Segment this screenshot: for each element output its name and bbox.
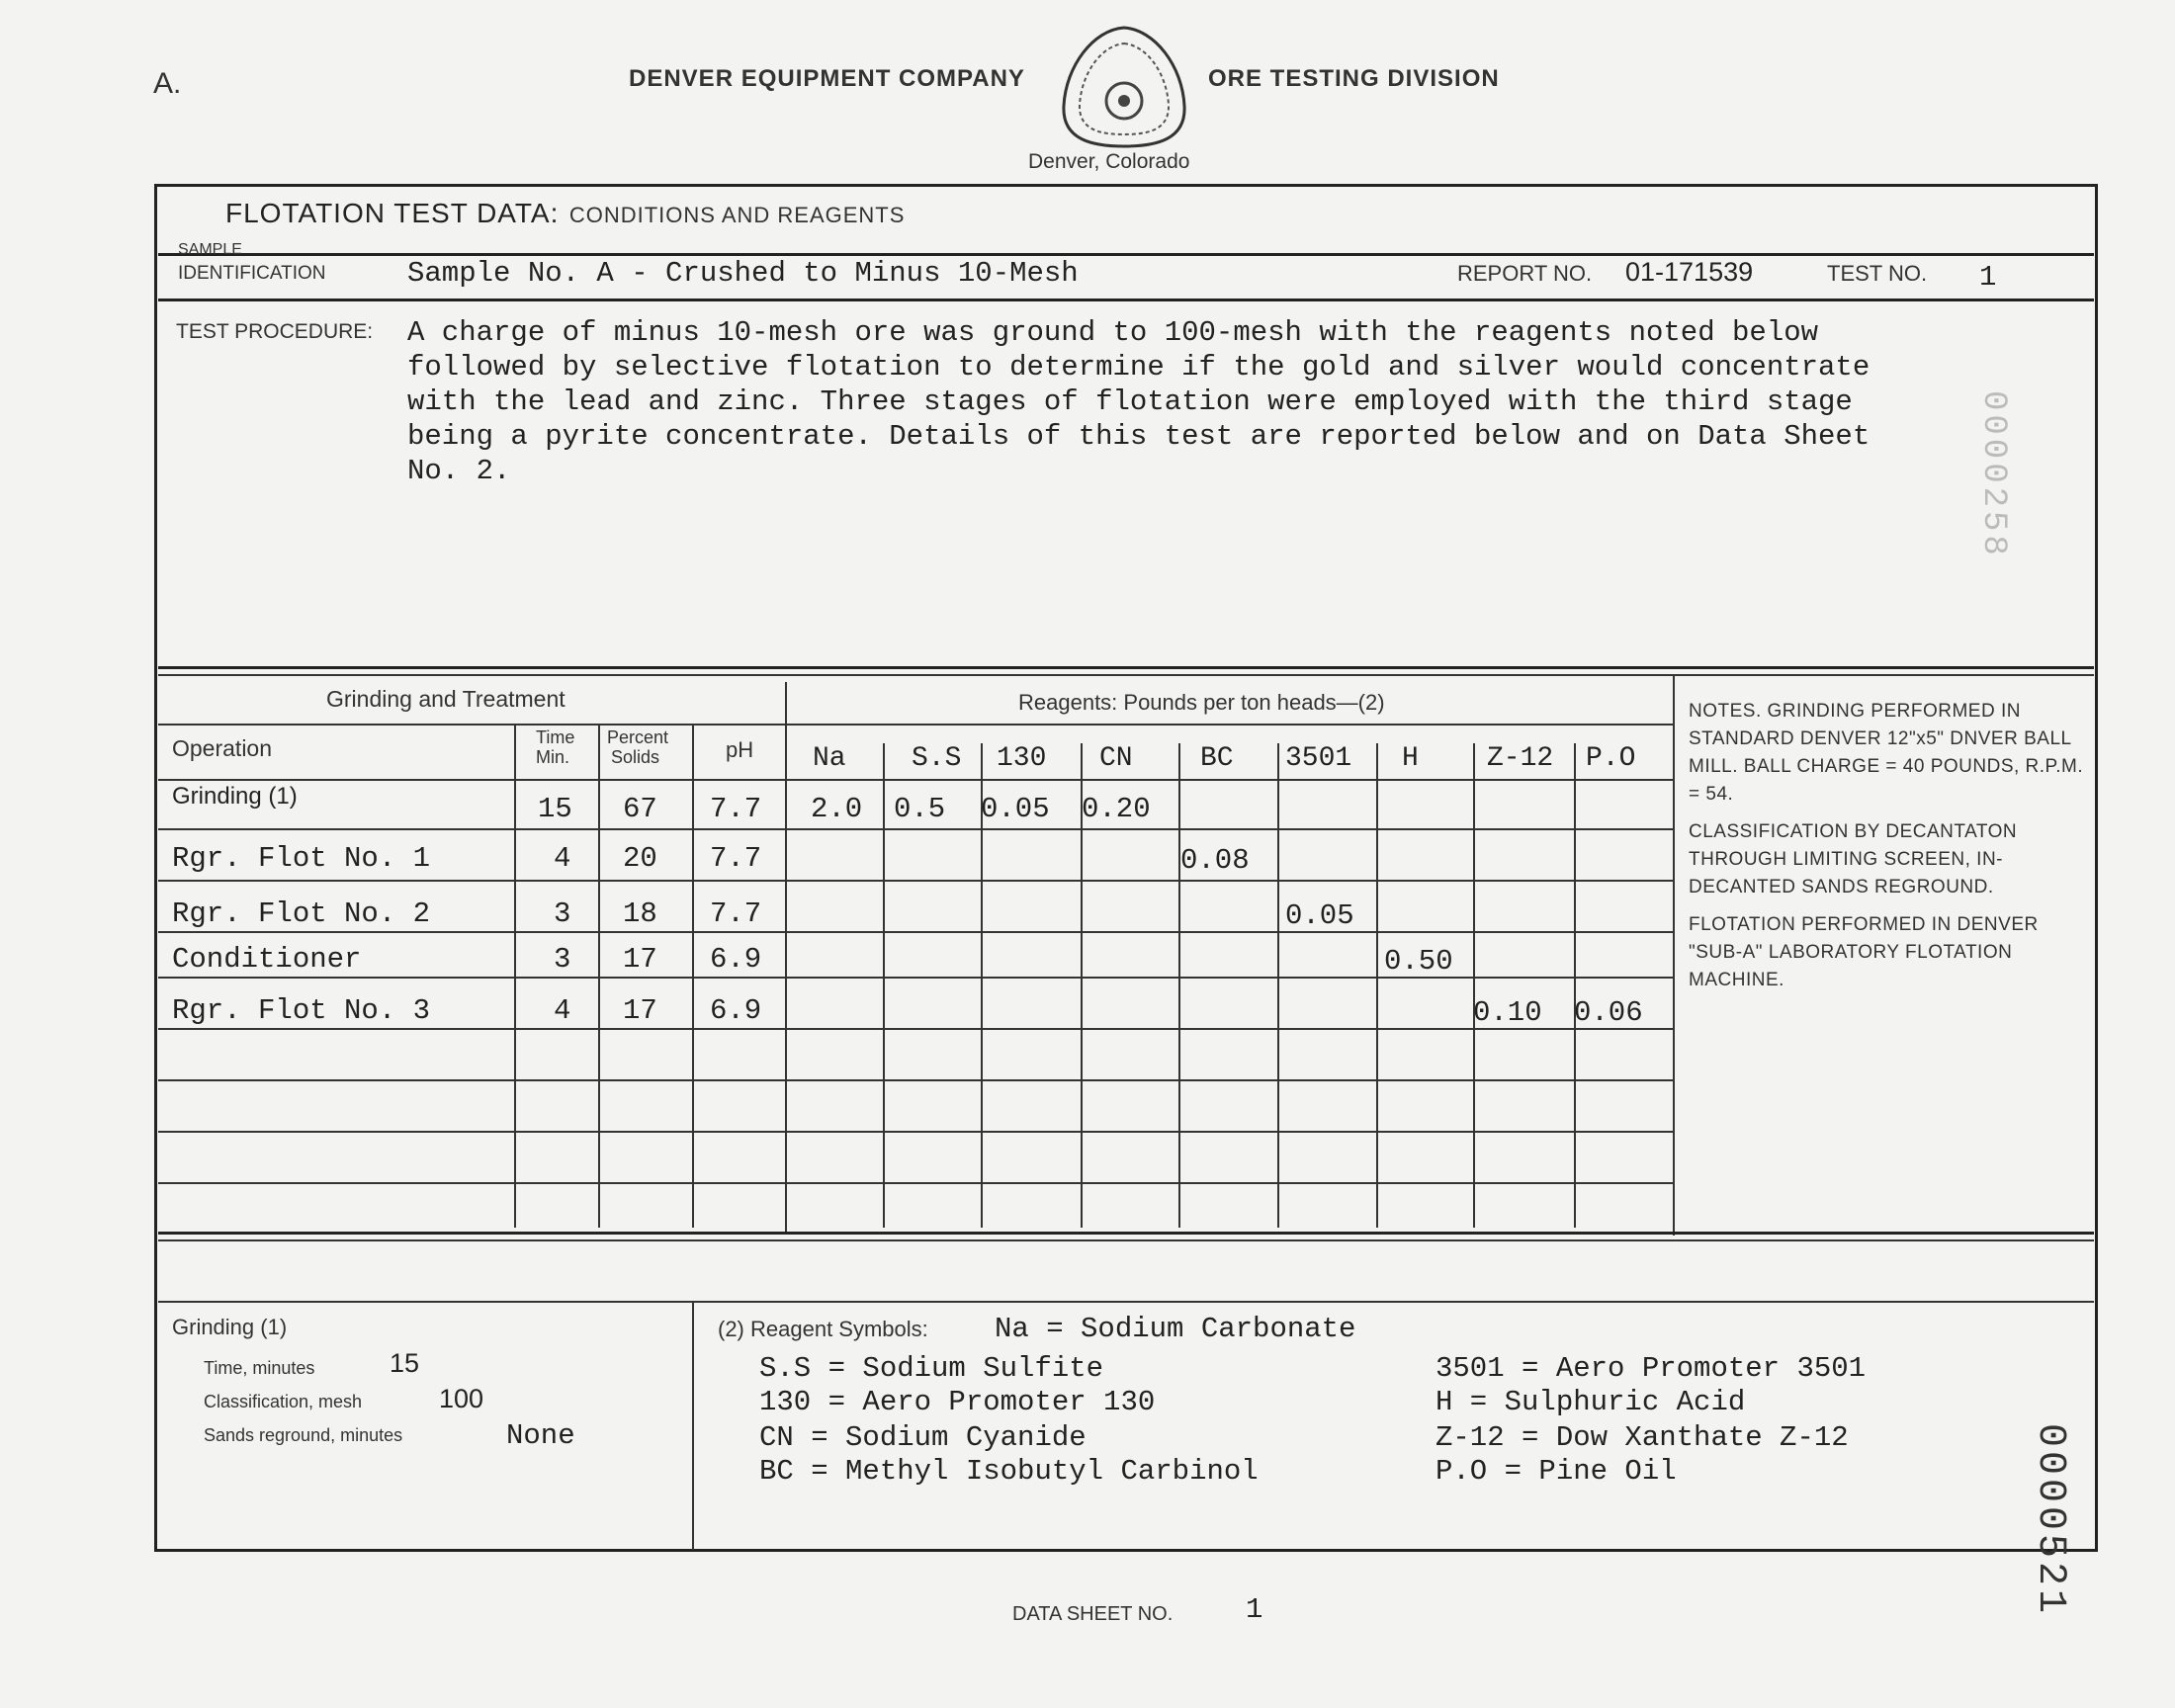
report-value: 01-171539 xyxy=(1625,257,1754,287)
note-flotation: FLOTATION PERFORMED IN DENVER "SUB-A" LABORATORY FLOTATION MACHINE. xyxy=(1689,914,2039,990)
col-solids-top: Percent xyxy=(607,727,669,747)
symbol-na: Na = Sodium Carbonate xyxy=(995,1313,1356,1345)
grid-col-line xyxy=(1178,743,1180,1228)
symbol-left: CN = Sodium Cyanide xyxy=(759,1421,1087,1454)
symbol-right: Z-12 = Dow Xanthate Z-12 xyxy=(1436,1421,1849,1454)
division-name: ORE TESTING DIVISION xyxy=(1208,65,1500,92)
row-reagent-130: 0.05 xyxy=(981,793,1050,825)
row-reagent-po: 0.06 xyxy=(1574,996,1643,1029)
procedure-label: TEST PROCEDURE: xyxy=(176,320,374,343)
symbols-title: (2) Reagent Symbols: xyxy=(718,1317,928,1341)
symbol-left: BC = Methyl Isobutyl Carbinol xyxy=(759,1455,1259,1488)
col-reagent-na: Na xyxy=(813,743,846,774)
grinding-summary-title: Grinding (1) xyxy=(172,1315,288,1339)
test-value: 1 xyxy=(1979,261,1997,294)
grid-col-line xyxy=(1473,743,1475,1228)
row-ph: 7.7 xyxy=(710,793,762,825)
row-ph: 7.7 xyxy=(710,897,762,930)
symbol-right: H = Sulphuric Acid xyxy=(1436,1386,1746,1418)
grid-row-line xyxy=(158,931,1673,933)
col-reagent-130: 130 xyxy=(997,743,1047,774)
title-divider xyxy=(158,253,2094,256)
row-ph: 6.9 xyxy=(710,994,762,1027)
grid-row-line xyxy=(158,828,1673,830)
row-reagent-bc: 0.08 xyxy=(1180,844,1250,877)
group-divider xyxy=(785,682,787,1232)
form-title-main: FLOTATION TEST DATA: xyxy=(225,198,560,228)
col-solids-bottom: Solids xyxy=(611,747,660,767)
grid-col-line xyxy=(1574,743,1576,1228)
symbol-left: S.S = Sodium Sulfite xyxy=(759,1352,1104,1385)
group-reagents-header: Reagents: Pounds per ton heads—(2) xyxy=(1018,690,1385,715)
notes-block xyxy=(1689,698,2084,994)
sample-label-top: SAMPLE xyxy=(178,241,242,258)
row-solids: 17 xyxy=(623,994,657,1027)
side-number-top: 0000258 xyxy=(1974,390,2012,559)
row-time: 15 xyxy=(538,793,572,825)
procedure-line: being a pyrite concentrate. Details of this test are reported below and on Data Sheet xyxy=(407,420,1870,453)
procedure-line: A charge of minus 10-mesh ore was ground to 100-mesh with the reagents noted below xyxy=(407,316,1819,349)
col-reagent-po: P.O xyxy=(1586,743,1636,774)
report-label: REPORT NO. xyxy=(1457,261,1593,286)
col-reagent-cn: CN xyxy=(1099,743,1133,774)
form-title xyxy=(225,198,905,229)
row-operation: Rgr. Flot No. 3 xyxy=(172,994,431,1027)
grid-col-line xyxy=(1376,743,1378,1228)
row-solids: 17 xyxy=(623,943,657,976)
row-ph: 6.9 xyxy=(710,943,762,976)
grid-row-line xyxy=(158,1079,1673,1081)
row-solids: 18 xyxy=(623,897,657,930)
grid-col-line xyxy=(1277,743,1279,1228)
row-solids: 20 xyxy=(623,842,657,875)
col-reagent-3501: 3501 xyxy=(1285,743,1352,774)
company-name: DENVER EQUIPMENT COMPANY xyxy=(629,65,1025,92)
data-sheet-value: 1 xyxy=(1246,1593,1263,1626)
sample-divider xyxy=(158,299,2094,301)
row-operation: Rgr. Flot No. 2 xyxy=(172,897,431,930)
lower-section-divider xyxy=(158,1301,2094,1303)
row-reagent-na: 2.0 xyxy=(811,793,863,825)
row-reagent-h: 0.50 xyxy=(1384,945,1453,978)
corner-mark: A. xyxy=(153,67,182,100)
row-operation: Grinding (1) xyxy=(172,783,298,810)
col-reagent-ss: S.S xyxy=(912,743,962,774)
group-grinding-header: Grinding and Treatment xyxy=(326,686,566,712)
lower-section-column xyxy=(692,1303,694,1550)
grid-row-line xyxy=(158,1182,1673,1184)
table-bottom-border-inner xyxy=(158,1239,2094,1241)
col-time-top: Time xyxy=(536,727,575,747)
procedure-line: with the lead and zinc. Three stages of flotation were employed with the third stage xyxy=(407,385,1853,418)
company-logo xyxy=(1056,22,1192,150)
row-reagent-z12: 0.10 xyxy=(1473,996,1542,1029)
form-title-sub: CONDITIONS AND REAGENTS xyxy=(568,203,906,227)
row-time: 4 xyxy=(554,842,571,875)
grid-col-line xyxy=(883,743,885,1228)
symbol-left: 130 = Aero Promoter 130 xyxy=(759,1386,1156,1418)
row-operation: Rgr. Flot No. 1 xyxy=(172,842,431,875)
grid-row-line xyxy=(158,1131,1673,1133)
grinding-time-value: 15 xyxy=(390,1348,420,1378)
header-bottom-line xyxy=(158,779,1673,781)
row-reagent-cn: 0.20 xyxy=(1082,793,1151,825)
grinding-class-label: Classification, mesh xyxy=(204,1392,363,1411)
procedure-line: followed by selective flotation to determine if the gold and silver would concentrate xyxy=(407,351,1870,384)
symbol-right: 3501 = Aero Promoter 3501 xyxy=(1436,1352,1867,1385)
grid-row-line xyxy=(158,1028,1673,1030)
row-ph: 7.7 xyxy=(710,842,762,875)
row-reagent-ss: 0.5 xyxy=(894,793,946,825)
notes-divider xyxy=(1673,676,1675,1236)
note-grinding: NOTES. GRINDING PERFORMED IN STANDARD DENVER 12"x5" DNVER BALL MILL. BALL CHARGE = 40 POUNDS, R.P.M. = 54. xyxy=(1689,701,2084,805)
row-operation: Conditioner xyxy=(172,943,362,976)
sample-label-bottom: IDENTIFICATION xyxy=(178,263,326,284)
data-sheet-label: DATA SHEET NO. xyxy=(1012,1603,1174,1625)
col-reagent-h: H xyxy=(1402,743,1419,774)
col-reagent-bc: BC xyxy=(1200,743,1234,774)
grinding-time-label: Time, minutes xyxy=(204,1358,315,1378)
col-time-bottom: Min. xyxy=(536,747,570,767)
col-reagent-z12: Z-12 xyxy=(1487,743,1554,774)
symbol-right: P.O = Pine Oil xyxy=(1436,1455,1677,1488)
col-operation: Operation xyxy=(172,735,273,761)
sands-reground-label: Sands reground, minutes xyxy=(204,1425,403,1445)
company-location: Denver, Colorado xyxy=(1028,150,1190,173)
row-time: 3 xyxy=(554,897,571,930)
sample-value: Sample No. A - Crushed to Minus 10-Mesh xyxy=(407,257,1079,290)
row-time: 3 xyxy=(554,943,571,976)
col-ph: pH xyxy=(726,737,754,762)
row-time: 4 xyxy=(554,994,571,1027)
table-top-border-inner xyxy=(158,674,2094,676)
procedure-line: No. 2. xyxy=(407,455,511,487)
row-reagent-3501: 0.05 xyxy=(1285,899,1354,932)
grinding-class-value: 100 xyxy=(439,1384,484,1413)
side-number-bottom: 0000521 xyxy=(2028,1423,2072,1618)
note-classification: CLASSIFICATION BY DECANTATON THROUGH LIMITING SCREEN, IN- DECANTED SANDS REGROUND. xyxy=(1689,821,2018,897)
test-label: TEST NO. xyxy=(1827,261,1928,286)
row-solids: 67 xyxy=(623,793,657,825)
table-top-border xyxy=(158,666,2094,669)
group-header-divider xyxy=(158,724,1673,726)
sands-reground-value: None xyxy=(506,1419,575,1452)
grid-row-line xyxy=(158,880,1673,882)
table-bottom-border xyxy=(158,1232,2094,1235)
